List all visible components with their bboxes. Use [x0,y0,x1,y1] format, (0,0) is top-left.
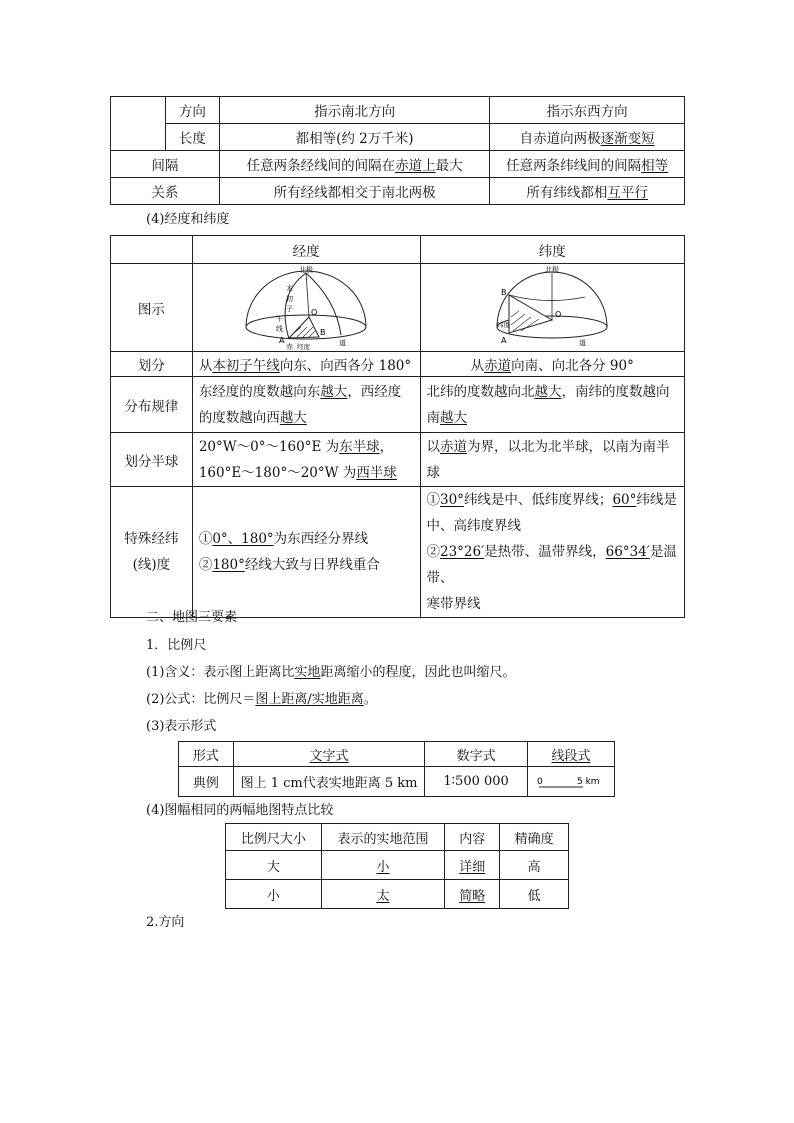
lonlat-table [110,235,685,618]
scale-formula: (2)公式：比例尺＝图上距离/实地距离。 [146,692,377,707]
header-form: 形式 [179,742,234,767]
header-line-form: 线段式 [528,742,615,767]
header-latitude: 纬度 [420,236,685,264]
table-cell: 低 [500,880,569,909]
special-label: 特殊经纬 (线)度 [111,487,193,618]
line-form-example [528,767,615,797]
equator-char: 道 [339,338,347,347]
table-cell: 详细 [445,851,500,880]
point-label-a: A [501,335,507,345]
longitude-hemisphere-diagram [231,265,381,351]
table-cell: 太 [321,880,445,909]
meridian-cell: 任意两条经线间的间隔在赤道上最大 [219,151,489,178]
north-pole-label: 北极 [545,265,560,274]
parallel-cell: 任意两条纬线间的间隔相等 [490,151,685,178]
point-label-a: A [279,335,285,345]
figure-label: 图示 [111,264,193,352]
header-text-form: 文字式 [233,742,424,767]
table-cell: 大 [226,851,322,880]
blank-cell [111,97,166,151]
table-cell: 小 [226,880,322,909]
equator-char: 赤 [286,342,294,351]
blank-cell [111,236,193,264]
header-longitude: 经度 [192,236,420,264]
scale-bar-zero: 0 [537,776,543,787]
center-label-o: O [555,309,562,319]
meridian-parallel-table [110,96,685,205]
text-form-example: 图上 1 cm代表实地距离 5 km [233,767,424,797]
table-cell: 小 [321,851,445,880]
row-label: 长度 [165,124,219,151]
prime-meridian-char: 线 [276,324,284,333]
division-label: 划分 [111,352,193,377]
division-latitude: 从赤道向南、向北各分 90° [420,352,685,377]
special-longitude: ①0°、180°为东西经分界线 ②180°经线大致与日界线重合 [192,487,420,618]
table-cell: 简略 [445,880,500,909]
hemisphere-label: 划分半球 [111,433,193,487]
parallel-cell: 指示东西方向 [490,97,685,124]
hemisphere-latitude: 以赤道为界，以北为北半球，以南为南半 球 [420,433,685,487]
meridian-cell: 所有经线都相交于南北两极 [219,178,489,205]
header-scale-size: 比例尺大小 [226,824,322,851]
row-label: 间隔 [111,151,220,178]
example-label: 典例 [179,767,234,797]
parallel-cell: 所有纬线都相互平行 [490,178,685,205]
meridian-cell: 都相等(约 2万千米) [219,124,489,151]
longitude-arc-label: 经度 [297,342,311,351]
scale-forms-table [178,741,615,797]
numeric-form-example: 1∶500 000 [425,767,528,797]
direction-title: 2.方向 [146,915,185,930]
prime-meridian-char: 子 [286,304,294,313]
comparison-table [225,823,569,909]
distribution-latitude: 北纬的度数越向北越大，南纬的度数越向 南越大 [420,377,685,433]
prime-meridian-char: 初 [286,294,294,303]
prime-meridian-char: 本 [286,284,294,293]
meridian-cell: 指示南北方向 [219,97,489,124]
section-4-title: (4)经度和纬度 [146,212,230,227]
scale-bar [531,771,611,793]
division-longitude: 从本初子午线向东、向西各分 180° [192,352,420,377]
point-label-b: B [501,287,507,297]
distribution-longitude: 东经度的度数越向东越大，西经度 的度数越向西越大 [192,377,420,433]
latitude-angle-label: 纬度 [497,320,511,329]
row-label: 关系 [111,178,220,205]
parallel-cell: 自赤道向两极逐渐变短 [490,124,685,151]
distribution-label: 分布规律 [111,377,193,433]
scale-definition: (1)含义：表示图上距离比实地距离缩小的程度，因此也叫缩尺。 [146,665,516,680]
point-label-b: B [320,327,326,337]
section-2-title: 二、地图三要素 [146,610,238,625]
center-label-o: O [311,307,318,317]
header-numeric-form: 数字式 [425,742,528,767]
scale-title: 1．比例尺 [146,638,207,653]
scale-forms-title: (3)表示形式 [146,719,217,734]
prime-meridian-char: 午 [276,314,284,323]
header-content: 内容 [445,824,500,851]
latitude-figure-cell [420,264,685,352]
header-actual-range: 表示的实地范围 [321,824,445,851]
comparison-title: (4)图幅相同的两幅地图特点比较 [146,803,334,818]
latitude-hemisphere-diagram [487,265,617,351]
header-precision: 精确度 [500,824,569,851]
table-cell: 高 [500,851,569,880]
hemisphere-longitude: 20°W～0°～160°E 为东半球， 160°E～180°～20°W 为西半球 [192,433,420,487]
north-pole-label: 北极 [299,265,314,274]
longitude-figure-cell [192,264,420,352]
equator-char: 道 [579,338,587,347]
row-label: 方向 [165,97,219,124]
scale-bar-value: 5 km [577,776,600,787]
special-latitude: ①30°纬线是中、低纬度界线；60°纬线是 中、高纬度界线 ②23°26′是热带、温带界线，66°34′是温带、 寒带界线 [420,487,685,618]
